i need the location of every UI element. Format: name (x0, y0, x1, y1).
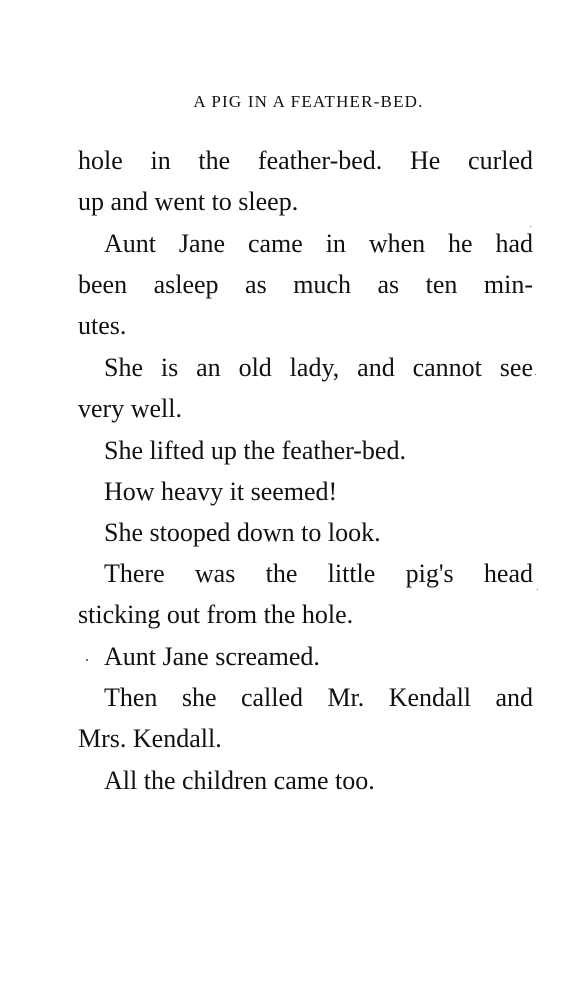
text-line: sticking out from the hole. (78, 600, 354, 629)
print-speck (530, 226, 531, 227)
text-line: There was the little pig's head (104, 559, 533, 588)
text-line: She lifted up the feather-bed. (104, 436, 406, 465)
text-line: utes. (78, 311, 127, 340)
text-line: very well. (78, 394, 182, 423)
text-line: been asleep as much as ten min- (78, 270, 533, 299)
running-head: A PIG IN A FEATHER-BED. (193, 92, 424, 111)
text-line: Mrs. Kendall. (78, 724, 222, 753)
text-line: She stooped down to look. (104, 518, 381, 547)
text-line: hole in the feather-bed. He curled (78, 146, 533, 175)
print-speck (535, 374, 536, 375)
text-line: How heavy it seemed! (104, 477, 338, 506)
print-speck (537, 589, 538, 590)
text-line: All the children came too. (104, 766, 375, 795)
text-line: Then she called Mr. Kendall and (104, 683, 533, 712)
text-line: up and went to sleep. (78, 187, 299, 216)
text-line: She is an old lady, and cannot see (104, 353, 533, 382)
print-speck (86, 659, 88, 661)
text-line: Aunt Jane screamed. (104, 642, 320, 671)
text-line: Aunt Jane came in when he had (104, 229, 533, 258)
